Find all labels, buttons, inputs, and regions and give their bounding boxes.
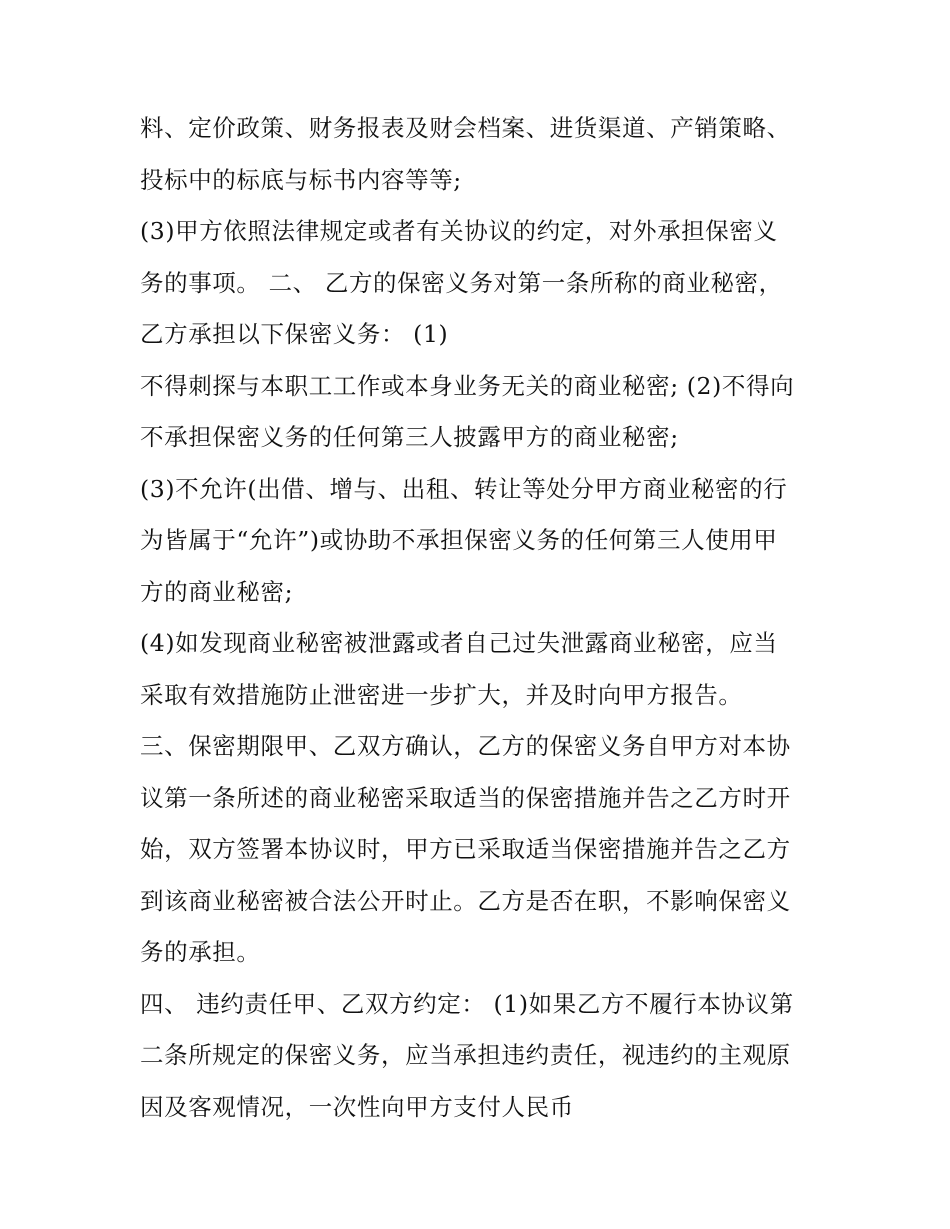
text-line-9: 为皆属于“允许”)或协助不承担保密义务的任何第三人使用甲 [140,526,778,554]
text-line-1: 料、定价政策、财务报表及财会档案、进货渠道、产销策略、 [140,114,791,142]
text-line-8: (3)不允许(出借、增与、出租、转让等处分甲方商业秘密的行 [140,474,788,503]
text-line-17: 务的承担。 [140,938,261,966]
text-line-2: 投标中的标底与标书内容等等; [140,165,462,194]
text-line-5: 乙方承担以下保密义务： (1) [140,320,449,348]
text-line-11: (4)如发现商业秘密被泄露或者自己过失泄露商业秘密，应当 [140,629,778,657]
text-line-10: 方的商业秘密; [140,577,294,606]
text-line-6: 不得刺探与本职工工作或本身业务无关的商业秘密; (2)不得向 [140,371,795,400]
text-line-4: 务的事项。 二、 乙方的保密义务对第一条所称的商业秘密， [140,268,783,297]
text-line-19: 二条所规定的保密义务，应当承担违约责任，视违约的主观原 [140,1041,791,1069]
text-line-13: 三、保密期限甲、乙双方确认，乙方的保密义务自甲方对本协 [140,732,791,760]
text-line-14: 议第一条所述的商业秘密采取适当的保密措施并告之乙方时开 [140,783,791,812]
text-line-18: 四、 违约责任甲、乙双方约定： (1)如果乙方不履行本协议第 [140,989,794,1018]
text-line-15: 始，双方签署本协议时，甲方已采取适当保密措施并告之乙方 [140,835,791,863]
text-line-3: (3)甲方依照法律规定或者有关协议的约定，对外承担保密义 [140,217,778,245]
text-line-7: 不承担保密义务的任何第三人披露甲方的商业秘密; [140,423,679,451]
text-line-20: 因及客观情况，一次性向甲方支付人民币 [140,1092,574,1121]
text-line-16: 到该商业秘密被合法公开时止。乙方是否在职，不影响保密义 [140,886,791,915]
document-page [140,103,820,1133]
text-line-12: 采取有效措施防止泄密进一步扩大，并及时向甲方报告。 [140,680,743,709]
